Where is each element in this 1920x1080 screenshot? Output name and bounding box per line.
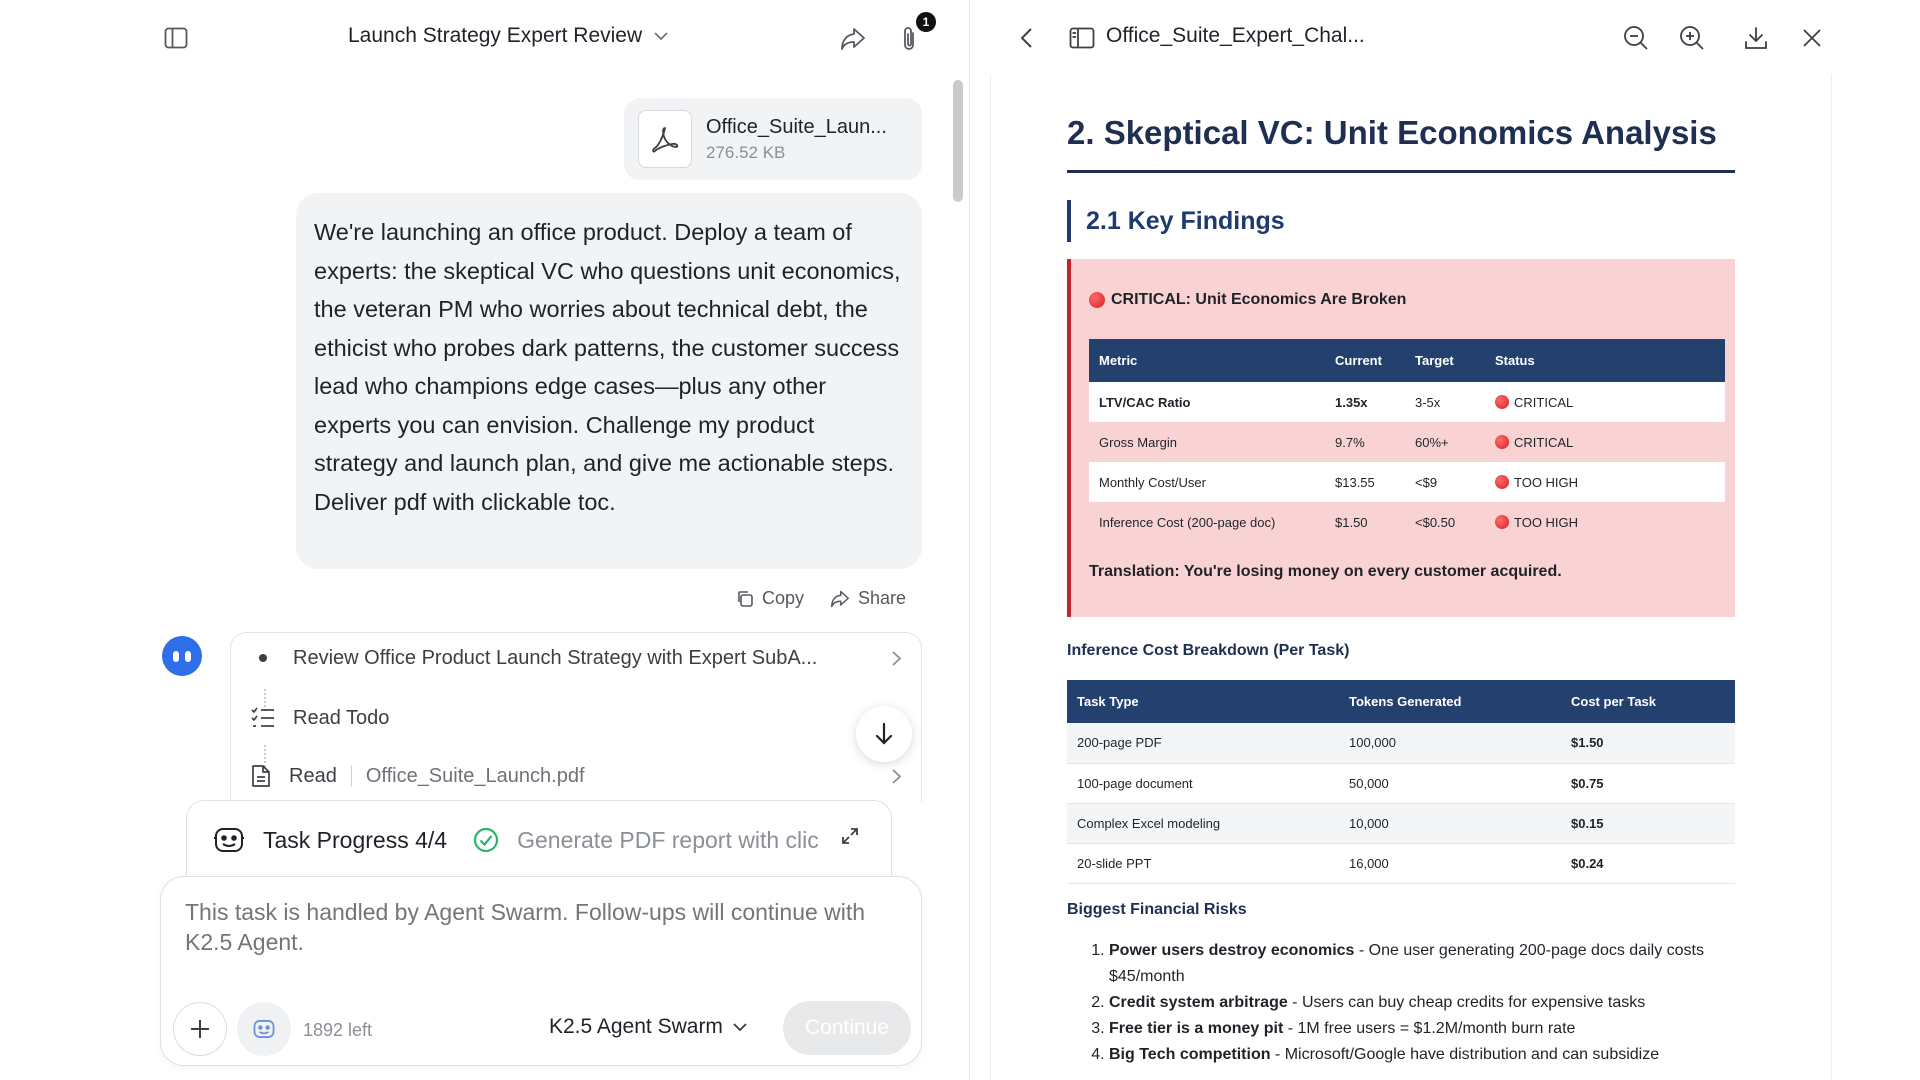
step-label: Read Todo <box>293 706 390 729</box>
download-icon[interactable] <box>1740 22 1772 54</box>
status-text: CRITICAL <box>1514 434 1574 450</box>
message-input[interactable] <box>185 897 885 957</box>
viewer-title: Office_Suite_Expert_Chal... <box>1106 24 1365 47</box>
sidebar-toggle-icon[interactable] <box>160 22 192 54</box>
table-cell: 10,000 <box>1339 803 1561 843</box>
table-cell: 50,000 <box>1339 763 1561 803</box>
red-circle-icon <box>1495 435 1509 449</box>
table-header: Cost per Task <box>1561 680 1735 723</box>
table-cell: 20-slide PPT <box>1067 843 1339 883</box>
copy-icon <box>736 590 754 608</box>
status-text: TOO HIGH <box>1514 514 1579 530</box>
add-attachment-button[interactable] <box>173 1002 227 1056</box>
table-cell: $1.50 <box>1325 502 1405 542</box>
risk-text: - 1M free users = $1.2M/month burn rate <box>1283 1020 1576 1037</box>
table-cell: <$0.50 <box>1405 502 1485 542</box>
cost-breakdown-heading: Inference Cost Breakdown (Per Task) <box>1067 642 1350 659</box>
status-text: CRITICAL <box>1514 394 1574 410</box>
characters-left: 1892 left <box>303 1020 373 1040</box>
table-cell: 100-page document <box>1067 763 1339 803</box>
copy-button[interactable] <box>736 588 804 609</box>
table-cell: 16,000 <box>1339 843 1561 883</box>
list-item <box>1109 1016 1739 1042</box>
chevron-right-icon <box>892 769 901 784</box>
message-composer <box>160 876 922 1066</box>
risk-text: - One user generating 200-page docs daily costs $45/month <box>1109 942 1704 985</box>
share-button[interactable] <box>830 588 906 609</box>
model-selector[interactable] <box>549 1015 747 1039</box>
table-header: Target <box>1405 339 1485 382</box>
task-progress-label: Task Progress 4/4 <box>263 826 448 853</box>
chevron-down-icon <box>733 1023 747 1032</box>
status-text: TOO HIGH <box>1514 474 1579 490</box>
divider <box>351 765 352 787</box>
subsection-heading[interactable]: 2.1 Key Findings <box>1067 200 1285 242</box>
table-header: Status <box>1485 339 1725 382</box>
table-cell: $13.55 <box>1325 462 1405 502</box>
translation-note: Translation: You're losing money on every customer acquired. <box>1089 563 1562 580</box>
table-cell: $1.50 <box>1561 723 1735 763</box>
zoom-in-icon[interactable] <box>1676 22 1708 54</box>
document-icon <box>251 764 271 788</box>
table-header: Current <box>1325 339 1405 382</box>
table-cell: 9.7% <box>1325 422 1405 462</box>
check-circle-icon <box>473 827 499 853</box>
file-name: Office_Suite_Laun... <box>706 115 887 138</box>
scroll-to-bottom-button[interactable] <box>856 706 912 762</box>
task-progress-bar[interactable] <box>186 800 892 880</box>
copy-label: Copy <box>762 588 805 608</box>
step-review[interactable] <box>251 643 901 673</box>
cost-table <box>1067 680 1735 884</box>
continue-button[interactable]: Continue <box>783 1001 911 1055</box>
assistant-avatar <box>162 636 202 676</box>
table-cell: Monthly Cost/User <box>1089 462 1325 502</box>
critical-title-text: CRITICAL: Unit Economics Are Broken <box>1111 291 1407 308</box>
chevron-right-icon <box>892 651 901 666</box>
agent-steps-card <box>230 632 922 802</box>
pdf-file-icon <box>638 110 692 168</box>
close-icon[interactable] <box>1796 22 1828 54</box>
table-cell: $0.24 <box>1561 843 1735 883</box>
expand-icon[interactable] <box>841 827 859 845</box>
table-cell: <$9 <box>1405 462 1485 502</box>
table-cell: 3-5x <box>1405 382 1485 422</box>
viewer-header <box>970 0 1920 76</box>
chat-title-dropdown[interactable] <box>348 24 668 48</box>
table-row <box>1089 422 1725 462</box>
back-icon[interactable] <box>1014 24 1038 52</box>
step-detail: Office_Suite_Launch.pdf <box>365 764 585 787</box>
critical-title <box>1089 291 1406 309</box>
section-heading[interactable]: 2. Skeptical VC: Unit Economics Analysis <box>1067 114 1717 151</box>
todo-list-icon <box>251 707 275 729</box>
agent-robot-icon <box>252 1018 276 1040</box>
table-cell: 200-page PDF <box>1067 723 1339 763</box>
user-message: We're launching an office product. Deploy a team of experts: the skeptical VC who questions unit economics, the veteran PM who worries about technical debt, the ethicist who probes dark patterns, the customer success lead who champions edge cases—plus any other experts you can envision. Challenge my product strategy and launch plan, and give me actionable steps. Deliver pdf with clickable toc. <box>296 193 922 569</box>
risk-text: - Users can buy cheap credits for expensive tasks <box>1287 994 1646 1011</box>
red-circle-icon <box>1495 475 1509 489</box>
toc-sidebar-icon[interactable] <box>1068 24 1096 52</box>
chat-scrollbar[interactable] <box>953 80 963 202</box>
table-row <box>1089 502 1725 542</box>
table-row <box>1067 723 1735 763</box>
table-row <box>1067 763 1735 803</box>
share-label: Share <box>858 588 907 608</box>
panel-divider <box>969 0 970 1080</box>
list-item <box>1109 938 1739 990</box>
risk-title: Credit system arbitrage <box>1109 994 1288 1011</box>
table-header: Tokens Generated <box>1339 680 1561 723</box>
table-cell: 100,000 <box>1339 723 1561 763</box>
financial-risks-heading: Biggest Financial Risks <box>1067 901 1247 918</box>
table-cell: Inference Cost (200-page doc) <box>1089 502 1325 542</box>
bullet-dot-icon <box>259 654 267 662</box>
step-label: Review Office Product Launch Strategy with Expert SubA... <box>293 646 818 669</box>
status-cell <box>1485 382 1725 422</box>
heading-rule <box>1067 170 1735 173</box>
message-actions <box>736 588 906 609</box>
step-label: Read <box>289 764 337 787</box>
attached-file-card[interactable] <box>624 98 922 180</box>
metrics-table <box>1089 339 1725 542</box>
table-row <box>1067 843 1735 883</box>
pdf-page[interactable] <box>990 74 1832 1080</box>
agent-robot-icon <box>213 825 245 855</box>
table-cell: Gross Margin <box>1089 422 1325 462</box>
chat-title: Launch Strategy Expert Review <box>348 24 643 47</box>
model-name: K2.5 Agent Swarm <box>549 1015 723 1038</box>
table-cell: Complex Excel modeling <box>1067 803 1339 843</box>
risk-text: - Microsoft/Google have distribution and can subsidize <box>1270 1046 1660 1063</box>
risk-title: Power users destroy economics <box>1109 942 1355 959</box>
risk-title: Free tier is a money pit <box>1109 1020 1284 1037</box>
table-cell: LTV/CAC Ratio <box>1089 382 1325 422</box>
list-item <box>1109 1042 1739 1068</box>
chevron-down-icon <box>654 32 668 41</box>
status-cell <box>1485 462 1725 502</box>
status-cell <box>1485 502 1725 542</box>
list-item <box>1109 990 1739 1016</box>
table-row <box>1089 382 1725 422</box>
attachment-count-badge: 1 <box>916 12 936 32</box>
table-cell: 60%+ <box>1405 422 1485 462</box>
table-header: Metric <box>1089 339 1325 382</box>
table-header: Task Type <box>1067 680 1339 723</box>
arrow-down-icon <box>875 722 893 746</box>
file-size: 276.52 KB <box>706 142 786 162</box>
step-read-todo[interactable] <box>251 703 901 733</box>
table-cell: $0.15 <box>1561 803 1735 843</box>
table-cell: $0.75 <box>1561 763 1735 803</box>
chat-header <box>0 0 970 76</box>
risk-list <box>1109 938 1739 1068</box>
table-row <box>1089 462 1725 502</box>
table-cell: 1.35x <box>1325 382 1405 422</box>
share-icon <box>830 590 850 608</box>
red-circle-icon <box>1495 395 1509 409</box>
table-row <box>1067 803 1735 843</box>
step-read-file[interactable] <box>251 761 901 791</box>
task-progress-current: Generate PDF report with clic <box>517 826 819 853</box>
red-circle-icon <box>1089 292 1105 308</box>
critical-callout <box>1067 259 1735 617</box>
risk-title: Big Tech competition <box>1109 1046 1271 1063</box>
agent-mode-button[interactable] <box>237 1002 291 1056</box>
plus-icon <box>189 1018 211 1040</box>
share-icon[interactable] <box>836 22 870 56</box>
status-cell <box>1485 422 1725 462</box>
red-circle-icon <box>1495 515 1509 529</box>
zoom-out-icon[interactable] <box>1620 22 1652 54</box>
